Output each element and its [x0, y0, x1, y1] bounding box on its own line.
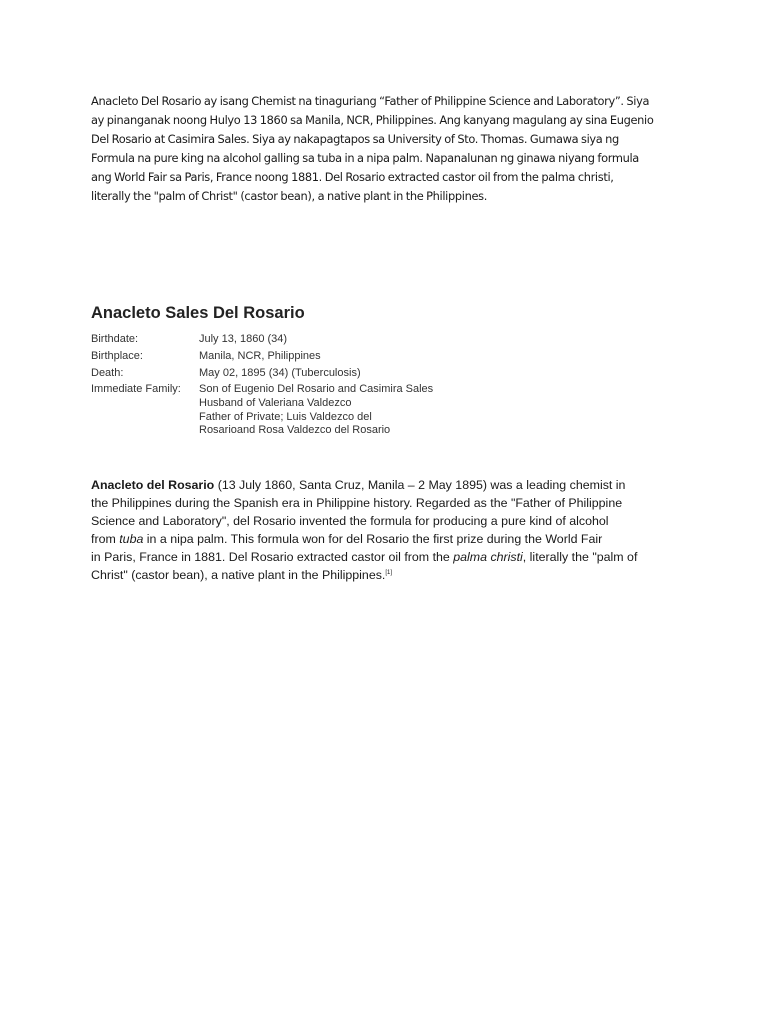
family-line: Rosarioand Rosa Valdezco del Rosario: [199, 424, 391, 437]
birthdate-label: Birthdate:: [91, 333, 139, 345]
death-row: [91, 367, 433, 384]
tagalog-line: ang World Fair sa Paris, France noong 1881. Del Rosario extracted castor oil from the palma christi,: [91, 170, 614, 184]
bio-line: in Paris, France in 1881. Del Rosario extracted castor oil from the palma christi, literally the "palm of: [91, 550, 638, 564]
birthdate-row: [91, 333, 433, 350]
death-value: May 02, 1895 (34) (Tuberculosis): [199, 366, 361, 379]
bio-line: the Philippines during the Spanish era in Philippine history. Regarded as the "Father of Philippine: [91, 496, 623, 510]
profile-heading: Anacleto Sales Del Rosario: [91, 304, 305, 322]
family-line: Father of Private; Luis Valdezco del: [199, 410, 372, 423]
tagalog-line: Anacleto Del Rosario ay isang Chemist na tinaguriang “Father of Philippine Science and Laboratory”. Siya: [91, 94, 650, 108]
family-value: [199, 383, 433, 441]
palma-christi-term: palma christi: [453, 550, 523, 564]
family-label: Immediate Family:: [91, 383, 181, 396]
tagalog-paragraph: [91, 92, 691, 206]
bio-line: Anacleto del Rosario (13 July 1860, Santa Cruz, Manila – 2 May 1895) was a leading chemist in: [91, 478, 626, 492]
bio-subject-name: Anacleto del Rosario: [91, 478, 215, 492]
birthdate-value: July 13, 1860 (34): [199, 333, 288, 345]
birthplace-label: Birthplace:: [91, 349, 143, 362]
tagalog-line: Del Rosario at Casimira Sales. Siya ay nakapagtapos sa University of Sto. Thomas. Gumawa siya ng: [91, 132, 619, 146]
family-line: Husband of Valeriana Valdezco: [199, 396, 352, 409]
family-line: Son of Eugenio Del Rosario and Casimira Sales: [199, 383, 434, 396]
family-row: [91, 383, 433, 441]
tagalog-line: ay pinanganak noong Hulyo 13 1860 sa Manila, NCR, Philippines. Ang kanyang magulang ay sina Eugenio: [91, 113, 654, 127]
birthplace-row: [91, 350, 433, 367]
profile-info-table: [91, 333, 433, 441]
bio-line: from tuba in a nipa palm. This formula won for del Rosario the first prize during the World Fair: [91, 532, 603, 546]
tagalog-line: Formula na pure king na alcohol galling sa tuba in a nipa palm. Napanalunan ng ginawa niyang formula: [91, 151, 639, 165]
death-label: Death:: [91, 366, 124, 379]
bio-paragraph: [91, 476, 691, 584]
tuba-term: tuba: [119, 532, 144, 546]
birthplace-value: Manila, NCR, Philippines: [199, 349, 321, 362]
bio-line: Christ" (castor bean), a native plant in the Philippines.[1]: [91, 568, 393, 582]
bio-line: Science and Laboratory", del Rosario invented the formula for producing a pure kind of alcohol: [91, 514, 609, 528]
footnote-link[interactable]: [1]: [385, 570, 393, 576]
tagalog-line: literally the "palm of Christ" (castor bean), a native plant in the Philippines.: [91, 189, 487, 203]
